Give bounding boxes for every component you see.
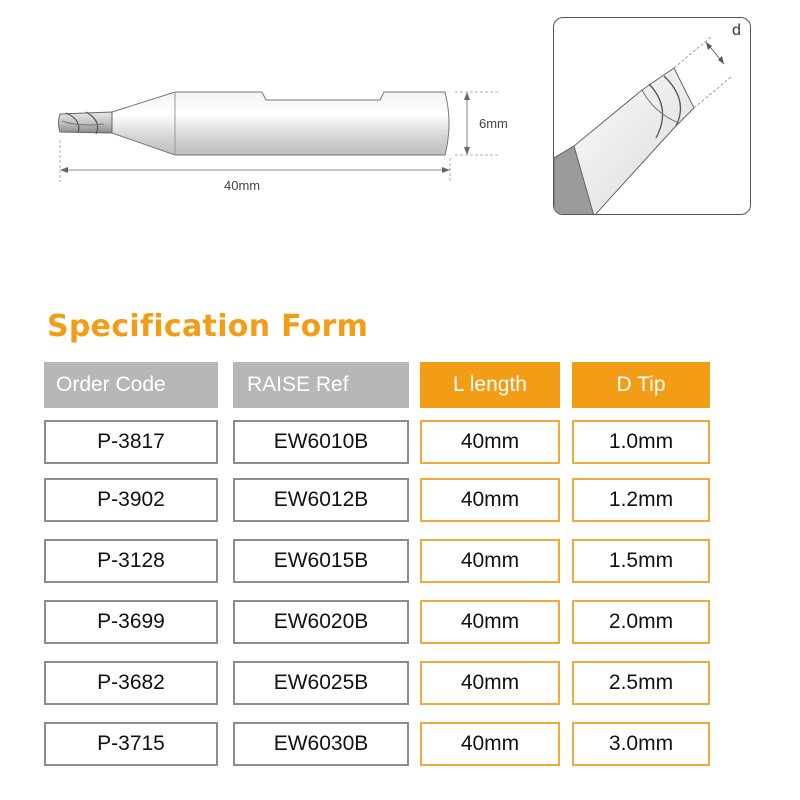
length-label: 40mm — [224, 178, 261, 193]
d-tip-cell: 1.0mm — [572, 420, 710, 464]
order-code-cell: P-3682 — [44, 661, 218, 705]
d-tip-cell: 3.0mm — [572, 722, 710, 766]
raise-ref-cell: EW6015B — [233, 539, 409, 583]
raise-ref-cell: EW6010B — [233, 420, 409, 464]
d-tip-cell: 2.5mm — [572, 661, 710, 705]
header-l-length: L length — [420, 362, 560, 408]
d-tip-cell: 1.5mm — [572, 539, 710, 583]
l-length-cell: 40mm — [420, 722, 560, 766]
header-d-tip: D Tip — [572, 362, 710, 408]
tip-detail-view — [553, 17, 751, 215]
l-length-cell: 40mm — [420, 661, 560, 705]
raise-ref-cell: EW6020B — [233, 600, 409, 644]
order-code-cell: P-3817 — [44, 420, 218, 464]
order-code-cell: P-3699 — [44, 600, 218, 644]
raise-ref-cell: EW6012B — [233, 478, 409, 522]
order-code-cell: P-3902 — [44, 478, 218, 522]
raise-ref-cell: EW6025B — [233, 661, 409, 705]
l-length-cell: 40mm — [420, 420, 560, 464]
diameter-label: 6mm — [479, 116, 508, 131]
raise-ref-cell: EW6030B — [233, 722, 409, 766]
tip-diameter-label: d — [732, 22, 741, 39]
spec-form-title: Specification Form — [47, 309, 369, 344]
shank-shape — [112, 92, 449, 155]
tip-detail-drawing — [554, 18, 751, 215]
order-code-cell: P-3128 — [44, 539, 218, 583]
header-order-code: Order Code — [44, 362, 218, 408]
header-raise-ref: RAISE Ref — [233, 362, 409, 408]
l-length-cell: 40mm — [420, 478, 560, 522]
l-length-cell: 40mm — [420, 539, 560, 583]
order-code-cell: P-3715 — [44, 722, 218, 766]
l-length-cell: 40mm — [420, 600, 560, 644]
d-tip-cell: 1.2mm — [572, 478, 710, 522]
d-tip-cell: 2.0mm — [572, 600, 710, 644]
